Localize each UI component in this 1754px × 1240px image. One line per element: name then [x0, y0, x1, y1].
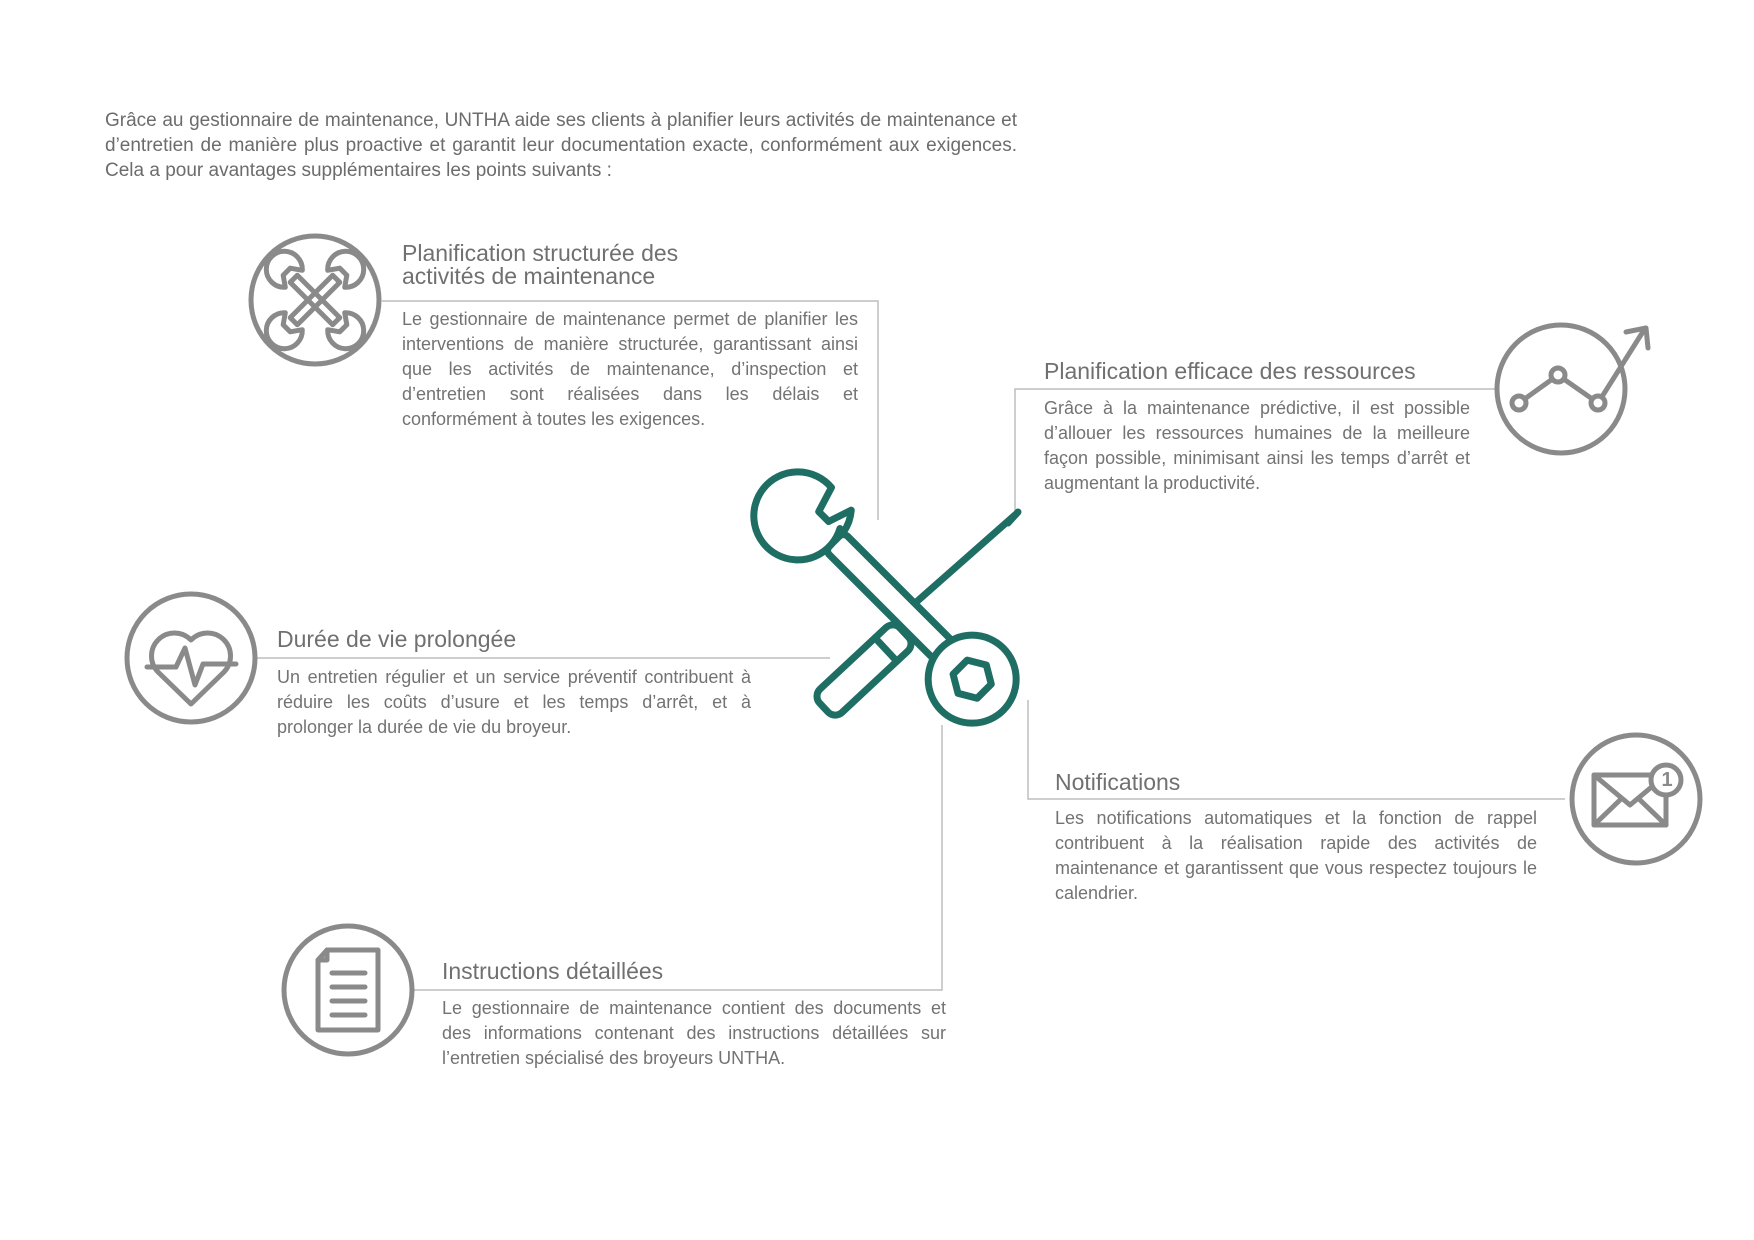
document-icon: [284, 926, 412, 1054]
notification-badge: 1: [1661, 769, 1673, 791]
benefit-title-planification-structuree: Planification structurée des activités de maintenance: [402, 240, 679, 289]
benefit-text-duree-de-vie: Un entretien régulier et un service préventif contribuent à réduire les coûts d’usure et les temps d’arrêt, et à prolonger la durée de vie du broyeur.: [277, 667, 751, 737]
benefit-title-duree-de-vie: Durée de vie prolongée: [277, 626, 517, 652]
benefit-title-ressources: Planification efficace des ressources: [1044, 358, 1416, 384]
intro-paragraph: Grâce au gestionnaire de maintenance, UNTHA aide ses clients à planifier leurs activités de maintenance et d’entretien de manière plus proactive et garantit leur documentation exacte, conformément aux exigences. Cela a pour avantages supplémentaires les points suivants :: [105, 110, 1017, 181]
connector-instructions: [412, 725, 942, 990]
benefit-title-notifications: Notifications: [1055, 769, 1181, 795]
wrench-screwdriver-icon: [736, 448, 1035, 747]
trend-chart-icon: [1497, 325, 1648, 453]
benefit-text-instructions: Le gestionnaire de maintenance contient des documents et des informations contenant des instructions détaillées sur l’entretien spécialisé des broyeurs UNTHA.: [442, 998, 946, 1068]
benefit-text-notifications: Les notifications automatiques et la fonction de rappel contribuent à la réalisation rapide des activités de maintenance et garantissent que vous respectez toujours le calendrier.: [1055, 808, 1537, 903]
wrenches-icon: [251, 236, 379, 364]
benefit-text-ressources: Grâce à la maintenance prédictive, il est possible d’allouer les ressources humaines de la meilleure façon possible, minimisant ainsi les temps d’arrêt et augmentant la productivité.: [1044, 398, 1470, 493]
envelope-notification-icon: [1572, 735, 1700, 863]
benefit-title-instructions: Instructions détaillées: [442, 958, 664, 984]
heartbeat-icon: [127, 594, 255, 722]
benefit-text-planification-structuree: Le gestionnaire de maintenance permet de planifier les interventions de manière structurée, garantissant ainsi que les activités de maintenance, d’inspection et d’entretien sont réalisées dans les délais et conformément à toutes les exigences.: [402, 309, 858, 429]
